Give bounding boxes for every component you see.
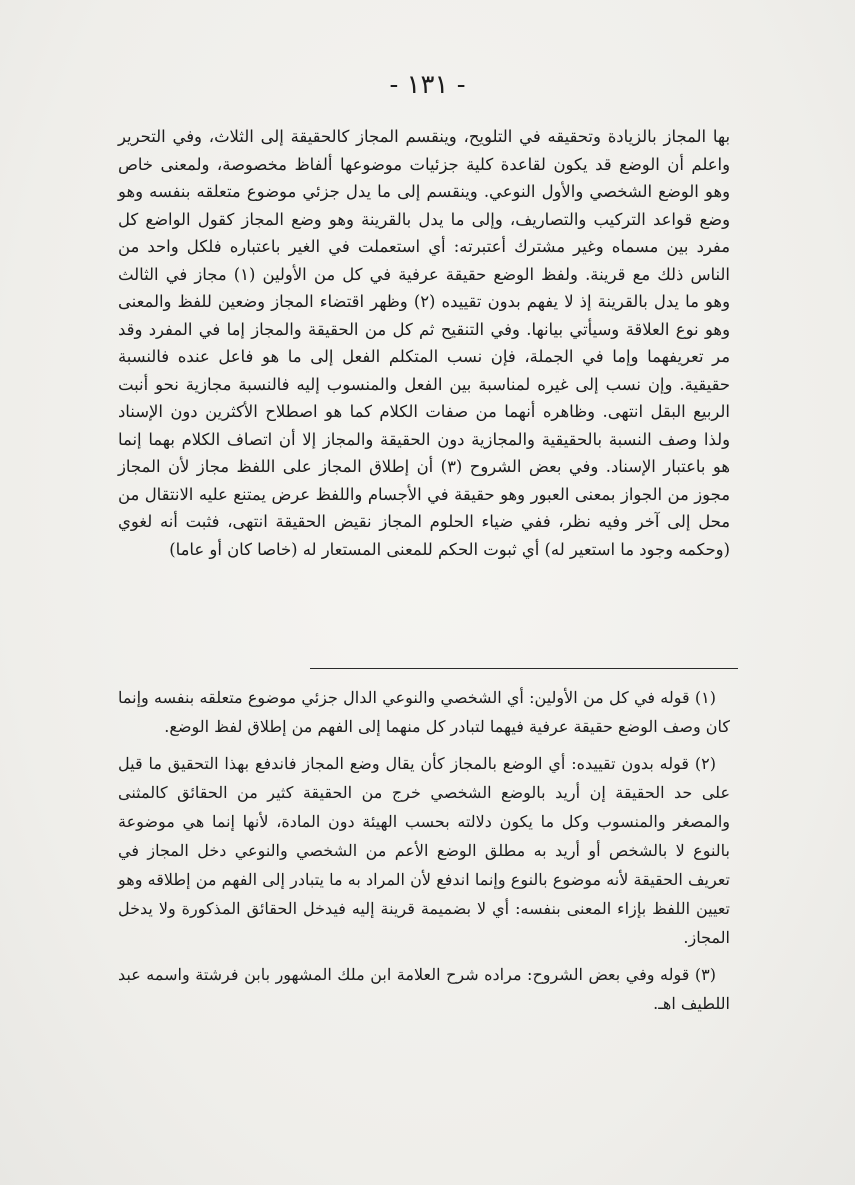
footnote-2: (٢) قوله بدون تقييده: أي الوضع بالمجاز كأن يقال وضع المجاز فاندفع بهذا التحقيق ما قيل على حد الحقيقة إن أريد بالوضع الشخصي خرج من الحقيقة كثير من الحقائق كالمثنى والمصغر والمنسوب وكل ما يكون دلالته بحسب الهيئة دون المادة، لأنها إنما هي موضوعة بالنوع لا بالشخص أو أريد به مطلق الوضع الأعم من الشخصي والنوعي دخل المجاز في تعريف الحقيقة لأنه موضوع بالنوع وإنما اندفع لأن المراد به ما يتبادر إلى الفهم من إطلاقه وهو تعيين اللفظ بإزاء المعنى بنفسه: أي لا بضميمة قرينة إليه فيدخل الحقائق المذكورة ولا يدخل المجاز. bbox=[118, 754, 730, 947]
page-number: - ١٣١ - bbox=[389, 70, 466, 100]
footnotes bbox=[118, 683, 730, 1026]
main-text bbox=[118, 123, 730, 563]
main-paragraph: بها المجاز بالزيادة وتحقيقه في التلويح، وينقسم المجاز كالحقيقة إلى الثلاث، وفي التحرير واعلم أن الوضع قد يكون لقاعدة كلية جزئيات موضوعها ألفاظ مخصوصة، ولمعنى خاص وهو الوضع الشخصي والأول النوعي. وينقسم إلى ما يدل جزئي موضوع متعلقه بنفسه وهو وضع قواعد التركيب والتصاريف، وإلى ما يدل بالقرينة وهو وضع المجاز كقول الواضع كل مفرد بين مسماه وغير مشترك أعتبرته: أي استعملت في الغير باعتباره فلكل واحد من الناس ذلك مع قرينة. ولفظ الوضع حقيقة عرفية في كل من الأولين (١) مجاز في الثالث وهو ما يدل بالقرينة إذ لا يفهم بدون تقييده (٢) وظهر اقتضاء المجاز وضعين للفظ والمعنى وهو نوع العلاقة وسيأتي بيانها. وفي التنقيح ثم كل من الحقيقة والمجاز إما في المفرد وقد مر تعريفهما وإما في الجملة، فإن نسب المتكلم الفعل إلى ما هو فاعل عنده فالنسبة حقيقية. وإن نسب إلى غيره لمناسبة بين الفعل والمنسوب إليه فالنسبة مجازية نحو أنبت الربيع البقل انتهى. وظاهره أنهما من صفات الكلام كما هو اصطلاح الأكثرين دون الإسناد ولذا وصف النسبة بالحقيقية والمجازية دون الحقيقة والمجاز إلا أن اتصاف الكلام بهما إنما هو باعتبار الإسناد. وفي بعض الشروح (٣) أن إطلاق المجاز على اللفظ مجاز لأن المجاز مجوز من الجواز بمعنى العبور وهو حقيقة في الأجسام واللفظ عرض يمتنع عليه الانتقال من محل إلى آخر وفيه نظر، ففي ضياء الحلوم المجاز نقيض الحقيقة انتهى، فثبت أنه لغوي (وحكمه وجود ما استعير له) أي ثبوت الحكم للمعنى المستعار له (خاصا كان أو عاما) bbox=[118, 127, 730, 559]
footnote-divider bbox=[310, 668, 738, 669]
footnote-3: (٣) قوله وفي بعض الشروح: مراده شرح العلامة ابن ملك المشهور بابن فرشتة واسمه عبد اللطيف اهـ. bbox=[118, 965, 730, 1013]
footnote-1: (١) قوله في كل من الأولين: أي الشخصي والنوعي الدال جزئي موضوع متعلقه بنفسه وإنما كان وصف الوضع حقيقة عرفية فيهما لتبادر كل منهما إلى الفهم من إطلاق لفظ الوضع. bbox=[118, 688, 730, 736]
